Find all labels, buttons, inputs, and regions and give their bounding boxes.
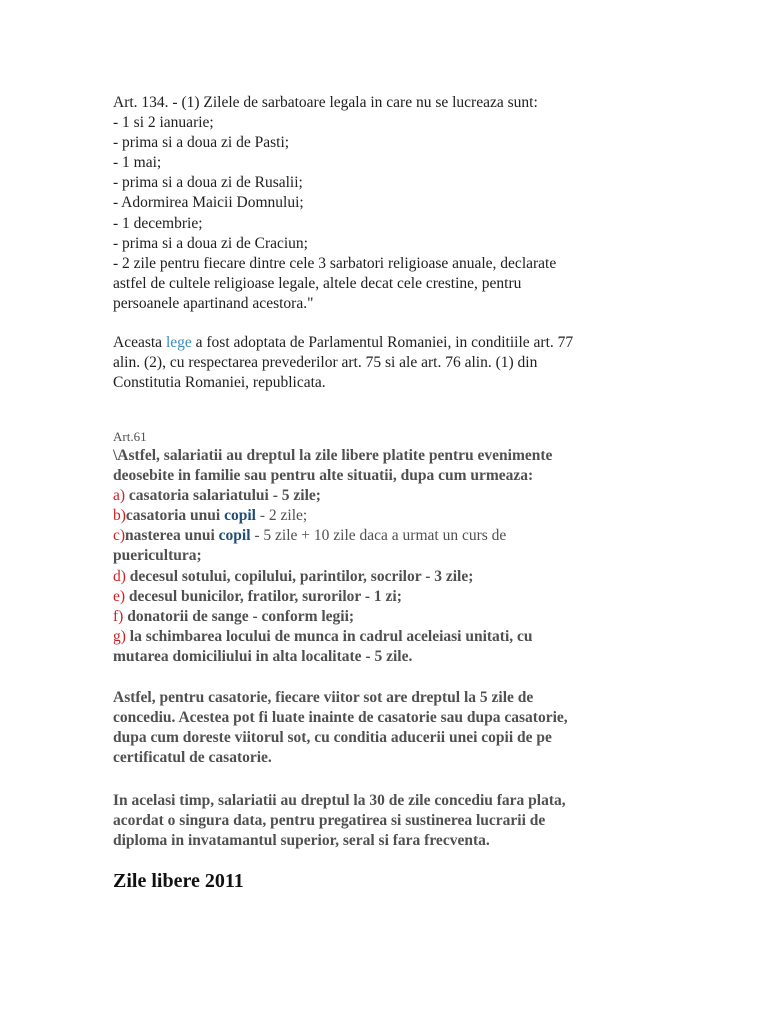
list-item-continuation: mutarea domiciliului in alta localitate - 5 zile. (113, 647, 413, 665)
art134-line: - 1 decembrie; (113, 214, 203, 232)
list-item (113, 607, 673, 627)
paragraph-line: acordat o singura data, pentru pregatirea si sustinerea lucrarii de (113, 812, 546, 830)
art134-line: astfel de cultele religioase legale, altele decat cele crestine, pentru (113, 274, 522, 292)
list-item (113, 486, 673, 506)
list-item (113, 587, 673, 607)
copil-link[interactable]: copil (224, 507, 256, 525)
art134-section (113, 93, 673, 314)
art61-intro: deosebite in familie sau pentru alte situatii, dupa cum urmeaza: (113, 467, 534, 485)
law-note-text: a fost adoptata de Parlamentul Romaniei, in conditiile art. 77 (191, 334, 574, 351)
paragraph-line: dupa cum doreste viitorul sot, cu conditia aducerii unei copii de pe (113, 729, 552, 747)
art61-heading: Art.61 (113, 429, 147, 444)
list-text: donatorii de sange - conform legii; (123, 607, 355, 625)
law-note-text: Aceasta (113, 334, 166, 351)
section-title: Zile libere 2011 (113, 870, 244, 892)
paragraph-line: certificatul de casatorie. (113, 749, 272, 767)
list-item (113, 506, 673, 526)
art134-line: - Adormirea Maicii Domnului; (113, 194, 304, 212)
paragraph-line: In acelasi timp, salariatii au dreptul la 30 de zile concediu fara plata, (113, 792, 566, 809)
lege-link[interactable]: lege (165, 334, 192, 351)
list-letter: b) (113, 507, 126, 525)
art134-line: - 1 si 2 ianuarie; (113, 114, 214, 132)
paragraph-line: Astfel, pentru casatorie, fiecare viitor sot are dreptul la 5 zile de (113, 689, 534, 706)
art134-line: - prima si a doua zi de Pasti; (113, 134, 290, 152)
art134-line: - prima si a doua zi de Rusalii; (113, 174, 303, 192)
list-letter: a) (113, 487, 126, 505)
list-text: decesul sotului, copilului, parintilor, socrilor - 3 zile; (125, 567, 474, 585)
law-note-line: Constitutia Romaniei, republicata. (113, 374, 326, 392)
casatorie-paragraph (113, 688, 673, 768)
list-letter: d) (113, 567, 126, 585)
list-item (113, 526, 673, 546)
list-text: casatoria unui (125, 507, 225, 525)
art61-section (113, 428, 673, 667)
list-text: la schimbarea locului de munca in cadrul aceleiasi unitati, cu (125, 627, 533, 645)
list-item-continuation: puericultura; (113, 547, 202, 565)
law-note-section (113, 333, 673, 393)
list-letter: g) (113, 627, 126, 645)
list-text: decesul bunicilor, fratilor, surorilor - 1 zi; (125, 587, 402, 605)
list-text: - 2 zile; (255, 507, 308, 525)
art134-line: - 1 mai; (113, 154, 162, 172)
art134-line: - prima si a doua zi de Craciun; (113, 234, 308, 252)
list-text: casatoria salariatului - 5 zile; (125, 487, 321, 505)
list-letter: f) (113, 607, 124, 625)
art134-line: Art. 134. - (1) Zilele de sarbatoare legala in care nu se lucreaza sunt: (113, 94, 538, 111)
list-letter: e) (113, 587, 126, 605)
list-item (113, 627, 673, 647)
law-note-line (113, 333, 673, 353)
paragraph-line: diploma in invatamantul superior, seral si fara frecventa. (113, 832, 490, 850)
art134-line: - 2 zile pentru fiecare dintre cele 3 sarbatori religioase anuale, declarate (113, 254, 557, 272)
concediu-paragraph (113, 791, 673, 851)
list-letter: c) (113, 527, 126, 545)
paragraph-line: concediu. Acestea pot fi luate inainte de casatorie sau dupa casatorie, (113, 709, 568, 727)
art134-line: persoanele apartinand acestora." (113, 294, 314, 312)
list-item (113, 567, 673, 587)
list-text: - 5 zile + 10 zile daca a urmat un curs de (250, 527, 507, 545)
copil-link[interactable]: copil (218, 527, 251, 545)
list-text: nasterea unui (125, 527, 219, 545)
art61-intro: \Astfel, salariatii au dreptul la zile libere platite pentru evenimente (113, 447, 553, 464)
law-note-line: alin. (2), cu respectarea prevederilor art. 75 si ale art. 76 alin. (1) din (113, 354, 538, 372)
